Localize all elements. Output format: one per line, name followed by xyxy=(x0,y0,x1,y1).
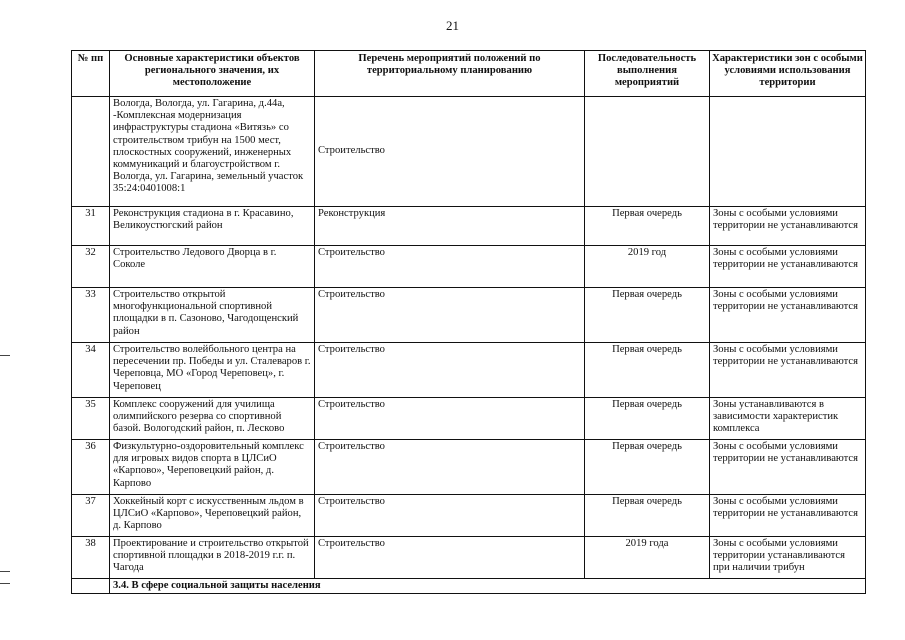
cell-zones: Зоны с особыми условиями территории устанавливаются при наличии трибун xyxy=(710,537,866,579)
header-zones: Характеристики зон с особыми условиями использования территории xyxy=(710,51,866,97)
cell-object: Реконструкция стадиона в г. Красавино, Великоустюгский район xyxy=(110,207,315,246)
cell-zones xyxy=(710,97,866,207)
cell-object: Строительство волейбольного центра на пересечении пр. Победы и ул. Сталеваров г. Череповца, МО «Город Череповец», г. Череповец xyxy=(110,343,315,398)
planning-table xyxy=(71,50,866,594)
cell-measure: Строительство xyxy=(315,343,585,398)
cell-num: 38 xyxy=(72,537,110,579)
measure-text: Строительство xyxy=(318,145,385,157)
cell-sequence: 2019 года xyxy=(585,537,710,579)
cell-object: Вологда, Вологда, ул. Гагарина, д.44а, -Комплексная модернизация инфраструктуры стадиона «Витязь» со строительством трибун на 1500 мест, плоскостных сооружений, инженерных коммуникаций и благоустройством г. Вологда, ул. Гагарина, земельный участок 35:24:0401008:1 xyxy=(110,97,315,207)
margin-mark xyxy=(0,571,10,572)
cell-zones: Зоны с особыми условиями территории не устанавливаются xyxy=(710,288,866,343)
cell-measure xyxy=(315,97,585,207)
cell-object: Хоккейный корт с искусственным льдом в ЦЛСиО «Карпово», Череповецкий район, д. Карпово xyxy=(110,495,315,537)
cell-measure: Строительство xyxy=(315,537,585,579)
cell-measure: Строительство xyxy=(315,440,585,495)
table-header-row xyxy=(72,51,866,97)
table-row xyxy=(72,398,866,440)
header-measures: Перечень мероприятий положений по территориальному планированию xyxy=(315,51,585,97)
cell-sequence: Первая очередь xyxy=(585,440,710,495)
table-row xyxy=(72,246,866,288)
cell-zones: Зоны устанавливаются в зависимости характеристик комплекса xyxy=(710,398,866,440)
cell-object: Физкультурно-оздоровительный комплекс для игровых видов спорта в ЦЛСиО «Карпово», Череповецкий район, д. Карпово xyxy=(110,440,315,495)
cell-sequence: Первая очередь xyxy=(585,343,710,398)
cell-sequence: Первая очередь xyxy=(585,288,710,343)
cell-sequence xyxy=(585,97,710,207)
cell-object: Строительство Ледового Дворца в г. Соколе xyxy=(110,246,315,288)
cell-zones: Зоны с особыми условиями территории не устанавливаются xyxy=(710,343,866,398)
cell-sequence: 2019 год xyxy=(585,246,710,288)
table-row xyxy=(72,440,866,495)
table-row-continuation xyxy=(72,97,866,207)
page-number: 21 xyxy=(446,18,459,33)
cell-num: 33 xyxy=(72,288,110,343)
section-row xyxy=(72,579,866,594)
cell-num: 36 xyxy=(72,440,110,495)
section-heading: 3.4. В сфере социальной защиты населения xyxy=(110,579,866,594)
cell-num xyxy=(72,579,110,594)
cell-measure: Строительство xyxy=(315,288,585,343)
cell-object: Проектирование и строительство открытой спортивной площадки в 2018-2019 г.г. п. Чагода xyxy=(110,537,315,579)
cell-measure: Строительство xyxy=(315,398,585,440)
cell-zones: Зоны с особыми условиями территории не устанавливаются xyxy=(710,440,866,495)
table-row xyxy=(72,207,866,246)
cell-measure: Строительство xyxy=(315,246,585,288)
cell-zones: Зоны с особыми условиями территории не устанавливаются xyxy=(710,207,866,246)
cell-measure: Строительство xyxy=(315,495,585,537)
cell-num: 37 xyxy=(72,495,110,537)
cell-object: Строительство открытой многофункциональной спортивной площадки в п. Сазоново, Чагодощенский район xyxy=(110,288,315,343)
header-num: № пп xyxy=(72,51,110,97)
header-objects: Основные характеристики объектов регионального значения, их местоположение xyxy=(110,51,315,97)
table-row xyxy=(72,495,866,537)
cell-num: 34 xyxy=(72,343,110,398)
cell-num: 35 xyxy=(72,398,110,440)
margin-mark xyxy=(0,355,10,356)
cell-sequence: Первая очередь xyxy=(585,207,710,246)
margin-mark xyxy=(0,583,10,584)
cell-object: Комплекс сооружений для училища олимпийского резерва со спортивной базой. Вологодский район, п. Лесково xyxy=(110,398,315,440)
cell-num xyxy=(72,97,110,207)
cell-num: 31 xyxy=(72,207,110,246)
cell-zones: Зоны с особыми условиями территории не устанавливаются xyxy=(710,495,866,537)
table-row xyxy=(72,537,866,579)
cell-sequence: Первая очередь xyxy=(585,495,710,537)
cell-sequence: Первая очередь xyxy=(585,398,710,440)
table-row xyxy=(72,288,866,343)
cell-zones: Зоны с особыми условиями территории не устанавливаются xyxy=(710,246,866,288)
cell-measure: Реконструкция xyxy=(315,207,585,246)
header-sequence: Последовательность выполнения мероприятий xyxy=(585,51,710,97)
cell-num: 32 xyxy=(72,246,110,288)
table-row xyxy=(72,343,866,398)
